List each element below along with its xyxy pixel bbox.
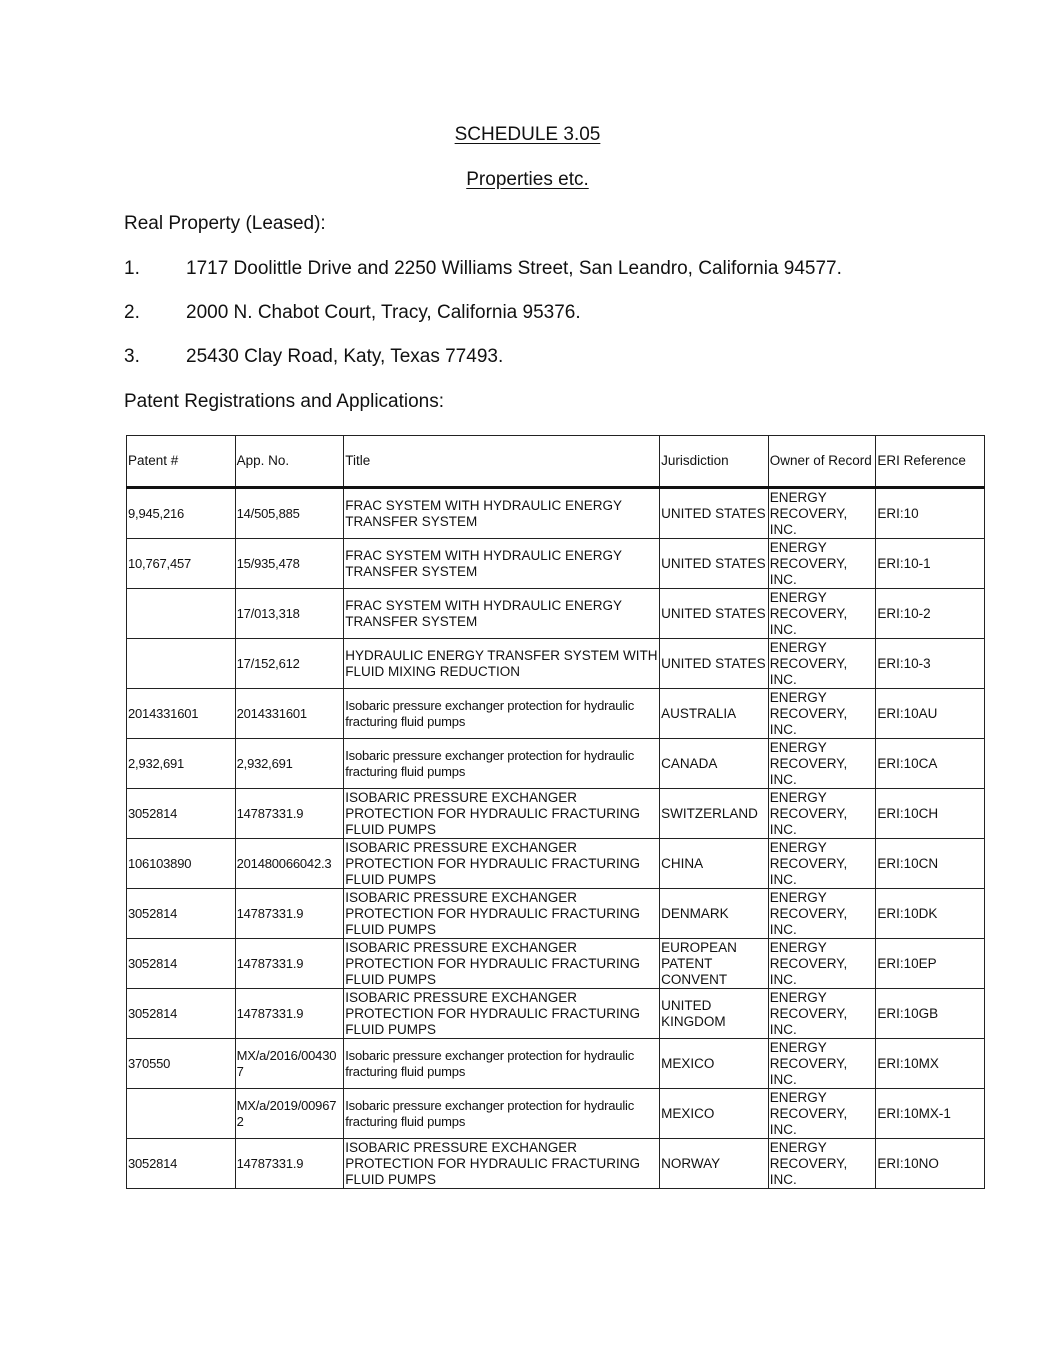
- owner-cell: ENERGY RECOVERY, INC.: [768, 939, 876, 989]
- eri-reference-cell: ERI:10CA: [876, 739, 985, 789]
- patent-number-cell: 9,945,216: [127, 488, 236, 539]
- table-row: [127, 589, 985, 639]
- app-number-cell: 201480066042.3: [235, 839, 344, 889]
- eri-reference-cell: ERI:10EP: [876, 939, 985, 989]
- address-number: 3.: [124, 346, 140, 367]
- real-property-heading: Real Property (Leased):: [124, 213, 326, 234]
- owner-cell: ENERGY RECOVERY, INC.: [768, 1089, 876, 1139]
- patent-number-cell: [127, 1089, 236, 1139]
- owner-cell: ENERGY RECOVERY, INC.: [768, 889, 876, 939]
- patent-number-cell: 2,932,691: [127, 739, 236, 789]
- eri-reference-cell: ERI:10-1: [876, 539, 985, 589]
- table-row: [127, 789, 985, 839]
- title-cell: ISOBARIC PRESSURE EXCHANGER PROTECTION FOR HYDRAULIC FRACTURING FLUID PUMPS: [344, 789, 660, 839]
- patent-number-cell: 106103890: [127, 839, 236, 889]
- table-row: [127, 1139, 985, 1189]
- column-header-eri-reference: ERI Reference: [876, 436, 985, 488]
- patent-number-cell: 3052814: [127, 989, 236, 1039]
- address-text: 25430 Clay Road, Katy, Texas 77493.: [186, 346, 504, 367]
- owner-cell: ENERGY RECOVERY, INC.: [768, 1139, 876, 1189]
- patent-number-cell: [127, 639, 236, 689]
- title-cell: HYDRAULIC ENERGY TRANSFER SYSTEM WITH FLUID MIXING REDUCTION: [344, 639, 660, 689]
- column-header-title: Title: [344, 436, 660, 488]
- table-row: [127, 839, 985, 889]
- eri-reference-cell: ERI:10CN: [876, 839, 985, 889]
- address-item: [124, 302, 581, 324]
- table-row: [127, 539, 985, 589]
- address-text: 1717 Doolittle Drive and 2250 Williams Street, San Leandro, California 94577.: [186, 258, 842, 279]
- owner-cell: ENERGY RECOVERY, INC.: [768, 1039, 876, 1089]
- table-row: [127, 939, 985, 989]
- table-row: [127, 989, 985, 1039]
- app-number-cell: 17/013,318: [235, 589, 344, 639]
- app-number-cell: 14/505,885: [235, 488, 344, 539]
- app-number-cell: MX/a/2016/004307: [235, 1039, 344, 1089]
- title-cell: Isobaric pressure exchanger protection for hydraulic fracturing fluid pumps: [344, 739, 660, 789]
- patents-heading: Patent Registrations and Applications:: [124, 391, 445, 412]
- table-row: [127, 488, 985, 539]
- app-number-cell: 2,932,691: [235, 739, 344, 789]
- eri-reference-cell: ERI:10DK: [876, 889, 985, 939]
- title-cell: Isobaric pressure exchanger protection for hydraulic fracturing fluid pumps: [344, 689, 660, 739]
- address-item: [124, 258, 842, 280]
- eri-reference-cell: ERI:10MX: [876, 1039, 985, 1089]
- patent-number-cell: 3052814: [127, 789, 236, 839]
- column-header-app-no: App. No.: [235, 436, 344, 488]
- app-number-cell: 15/935,478: [235, 539, 344, 589]
- jurisdiction-cell: UNITED STATES: [660, 488, 769, 539]
- owner-cell: ENERGY RECOVERY, INC.: [768, 989, 876, 1039]
- eri-reference-cell: ERI:10CH: [876, 789, 985, 839]
- app-number-cell: 14787331.9: [235, 989, 344, 1039]
- app-number-cell: 2014331601: [235, 689, 344, 739]
- jurisdiction-cell: SWITZERLAND: [660, 789, 769, 839]
- title-cell: Isobaric pressure exchanger protection for hydraulic fracturing fluid pumps: [344, 1089, 660, 1139]
- app-number-cell: 17/152,612: [235, 639, 344, 689]
- address-item: [124, 346, 503, 368]
- owner-cell: ENERGY RECOVERY, INC.: [768, 639, 876, 689]
- jurisdiction-cell: MEXICO: [660, 1089, 769, 1139]
- jurisdiction-cell: UNITED STATES: [660, 589, 769, 639]
- column-header-jurisdiction: Jurisdiction: [660, 436, 769, 488]
- table-row: [127, 1039, 985, 1089]
- jurisdiction-cell: UNITED STATES: [660, 539, 769, 589]
- title-cell: Isobaric pressure exchanger protection for hydraulic fracturing fluid pumps: [344, 1039, 660, 1089]
- column-header-patent: Patent #: [127, 436, 236, 488]
- eri-reference-cell: ERI:10AU: [876, 689, 985, 739]
- jurisdiction-cell: EUROPEAN PATENT CONVENT: [660, 939, 769, 989]
- app-number-cell: 14787331.9: [235, 1139, 344, 1189]
- title-cell: FRAC SYSTEM WITH HYDRAULIC ENERGY TRANSFER SYSTEM: [344, 589, 660, 639]
- patent-number-cell: 3052814: [127, 1139, 236, 1189]
- owner-cell: ENERGY RECOVERY, INC.: [768, 839, 876, 889]
- address-number: 2.: [124, 302, 140, 323]
- patent-number-cell: 3052814: [127, 939, 236, 989]
- patent-number-cell: 2014331601: [127, 689, 236, 739]
- table-row: [127, 689, 985, 739]
- jurisdiction-cell: DENMARK: [660, 889, 769, 939]
- app-number-cell: MX/a/2019/009672: [235, 1089, 344, 1139]
- eri-reference-cell: ERI:10NO: [876, 1139, 985, 1189]
- jurisdiction-cell: CHINA: [660, 839, 769, 889]
- eri-reference-cell: ERI:10MX-1: [876, 1089, 985, 1139]
- eri-reference-cell: ERI:10-3: [876, 639, 985, 689]
- title-cell: ISOBARIC PRESSURE EXCHANGER PROTECTION FOR HYDRAULIC FRACTURING FLUID PUMPS: [344, 939, 660, 989]
- schedule-subtitle: Properties etc.: [466, 169, 589, 190]
- schedule-title: SCHEDULE 3.05: [454, 124, 601, 145]
- column-header-owner: Owner of Record: [768, 436, 876, 488]
- patents-table: [126, 435, 985, 1189]
- table-header-row: [127, 436, 985, 488]
- title-cell: ISOBARIC PRESSURE EXCHANGER PROTECTION FOR HYDRAULIC FRACTURING FLUID PUMPS: [344, 889, 660, 939]
- eri-reference-cell: ERI:10: [876, 488, 985, 539]
- app-number-cell: 14787331.9: [235, 789, 344, 839]
- title-cell: ISOBARIC PRESSURE EXCHANGER PROTECTION FOR HYDRAULIC FRACTURING FLUID PUMPS: [344, 839, 660, 889]
- eri-reference-cell: ERI:10GB: [876, 989, 985, 1039]
- table-row: [127, 1089, 985, 1139]
- owner-cell: ENERGY RECOVERY, INC.: [768, 539, 876, 589]
- title-cell: FRAC SYSTEM WITH HYDRAULIC ENERGY TRANSFER SYSTEM: [344, 539, 660, 589]
- jurisdiction-cell: UNITED STATES: [660, 639, 769, 689]
- title-cell: FRAC SYSTEM WITH HYDRAULIC ENERGY TRANSFER SYSTEM: [344, 488, 660, 539]
- owner-cell: ENERGY RECOVERY, INC.: [768, 789, 876, 839]
- address-number: 1.: [124, 258, 140, 279]
- jurisdiction-cell: MEXICO: [660, 1039, 769, 1089]
- title-cell: ISOBARIC PRESSURE EXCHANGER PROTECTION FOR HYDRAULIC FRACTURING FLUID PUMPS: [344, 989, 660, 1039]
- patent-number-cell: 370550: [127, 1039, 236, 1089]
- title-cell: ISOBARIC PRESSURE EXCHANGER PROTECTION FOR HYDRAULIC FRACTURING FLUID PUMPS: [344, 1139, 660, 1189]
- table-row: [127, 639, 985, 689]
- jurisdiction-cell: CANADA: [660, 739, 769, 789]
- owner-cell: ENERGY RECOVERY, INC.: [768, 739, 876, 789]
- app-number-cell: 14787331.9: [235, 889, 344, 939]
- patent-number-cell: 3052814: [127, 889, 236, 939]
- table-row: [127, 889, 985, 939]
- jurisdiction-cell: AUSTRALIA: [660, 689, 769, 739]
- address-text: 2000 N. Chabot Court, Tracy, California 95376.: [186, 302, 581, 323]
- table-row: [127, 739, 985, 789]
- eri-reference-cell: ERI:10-2: [876, 589, 985, 639]
- owner-cell: ENERGY RECOVERY, INC.: [768, 488, 876, 539]
- jurisdiction-cell: UNITED KINGDOM: [660, 989, 769, 1039]
- app-number-cell: 14787331.9: [235, 939, 344, 989]
- jurisdiction-cell: NORWAY: [660, 1139, 769, 1189]
- owner-cell: ENERGY RECOVERY, INC.: [768, 589, 876, 639]
- patent-number-cell: [127, 589, 236, 639]
- patent-number-cell: 10,767,457: [127, 539, 236, 589]
- owner-cell: ENERGY RECOVERY, INC.: [768, 689, 876, 739]
